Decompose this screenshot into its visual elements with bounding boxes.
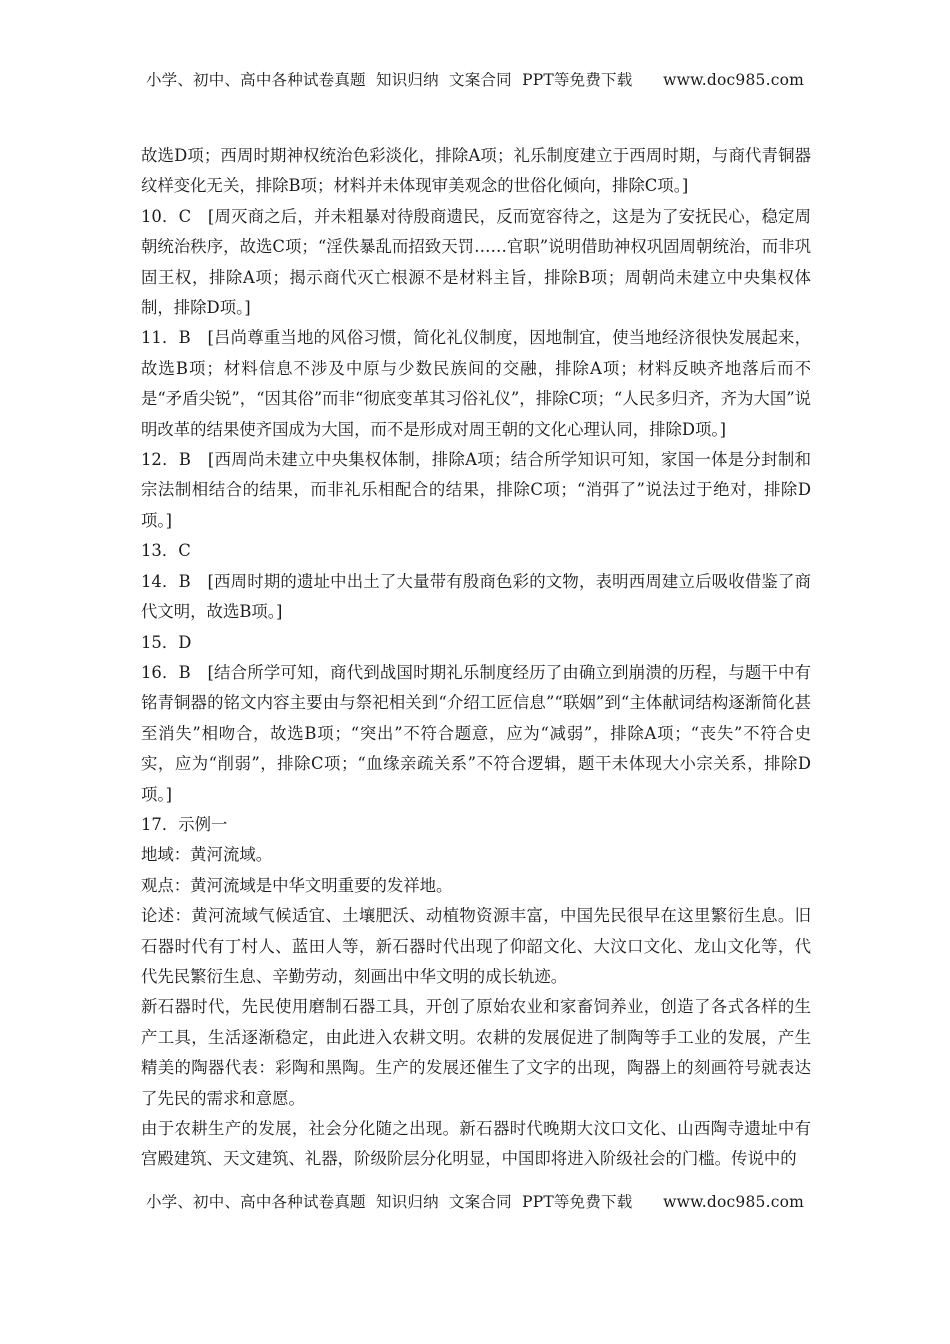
- document-body: [141, 141, 811, 1175]
- paragraph-answer-17-title: 17．示例一: [141, 814, 228, 834]
- paragraph-answer-10: 10．C [周灭商之后，并未粗暴对待殷商遗民，反而宽容待之，这是为了安抚民心，稳定周朝统治秩序，故选C项；“淫佚暴乱而招致天罚……官职”说明借助神权巩固周朝统治，而非巩固王权，排除A项；揭示商代灭亡根源不是材料主旨，排除B项；周朝尚未建立中央集权体制，排除D项。]: [141, 206, 811, 318]
- paragraph-answer-13: 13．C: [141, 541, 191, 561]
- page-header: 小学、初中、高中各种试卷真题 知识归纳 文案合同 PPT等免费下载 www.doc985.com: [145, 71, 805, 89]
- paragraph-viewpoint: 观点：黄河流域是中华文明重要的发祥地。: [141, 875, 453, 895]
- paragraph-answer-9-tail: 故选D项；西周时期神权统治色彩淡化，排除A项；礼乐制度建立于西周时期，与商代青铜器纹样变化无关，排除B项；材料并未体现审美观念的世俗化倾向，排除C项。]: [141, 146, 811, 196]
- paragraph-answer-16: 16．B [结合所学可知，商代到战国时期礼乐制度经历了由确立到崩溃的历程，与题干中有铭青铜器的铭文内容主要由与祭祀相关到“介绍工匠信息”“联姻”到“主体献词结构逐渐简化甚至消失”相吻合，故选B项；“突出”不符合题意，应为“减弱”，排除A项；“丧失”不符合史实，应为“削弱”，排除C项；“血缘亲疏关系”不符合逻辑，题干未体现大小宗关系，排除D项。]: [141, 662, 811, 804]
- page-footer: 小学、初中、高中各种试卷真题 知识归纳 文案合同 PPT等免费下载 www.doc985.com: [145, 1193, 805, 1211]
- paragraph-answer-15: 15．D: [141, 632, 192, 652]
- paragraph-argument-2: 新石器时代，先民使用磨制石器工具，开创了原始农业和家畜饲养业，创造了各式各样的生产工具，生活逐渐稳定，由此进入农耕文明。农耕的发展促进了制陶等手工业的发展，产生精美的陶器代表：彩陶和黑陶。生产的发展还催生了文字的出现，陶器上的刻画符号就表达了先民的需求和意愿。: [141, 997, 811, 1108]
- paragraph-region: 地域：黄河流域。: [141, 845, 273, 865]
- paragraph-answer-12: 12．B [西周尚未建立中央集权体制，排除A项；结合所学知识可知，家国一体是分封制和宗法制相结合的结果，而非礼乐相配合的结果，排除C项；“消弭了”说法过于绝对，排除D项。]: [141, 450, 811, 530]
- paragraph-answer-14: 14．B [西周时期的遗址中出土了大量带有殷商色彩的文物，表明西周建立后吸收借鉴了商代文明，故选B项。]: [141, 571, 811, 622]
- paragraph-argument-3: 由于农耕生产的发展，社会分化随之出现。新石器时代晚期大汶口文化、山西陶寺遗址中有宫殿建筑、天文建筑、礼器，阶级阶层分化明显，中国即将进入阶级社会的门槛。传说中的: [141, 1119, 811, 1169]
- paragraph-argument-1: 论述：黄河流域气候适宜、土壤肥沃、动植物资源丰富，中国先民很早在这里繁衍生息。旧石器时代有丁村人、蓝田人等，新石器时代出现了仰韶文化、大汶口文化、龙山文化等，代代先民繁衍生息、辛勤劳动，刻画出中华文明的成长轨迹。: [141, 906, 811, 986]
- paragraph-answer-11: 11．B [吕尚尊重当地的风俗习惯，简化礼仪制度，因地制宜，使当地经济很快发展起来，故选B项；材料信息不涉及中原与少数民族间的交融，排除A项；材料反映齐地落后而不是“矛盾尖锐”，“因其俗”而非“彻底变革其习俗礼仪”，排除C项；“人民多归齐，齐为大国”说明改革的结果使齐国成为大国，而不是形成对周王朝的文化心理认同，排除D项。]: [141, 328, 811, 439]
